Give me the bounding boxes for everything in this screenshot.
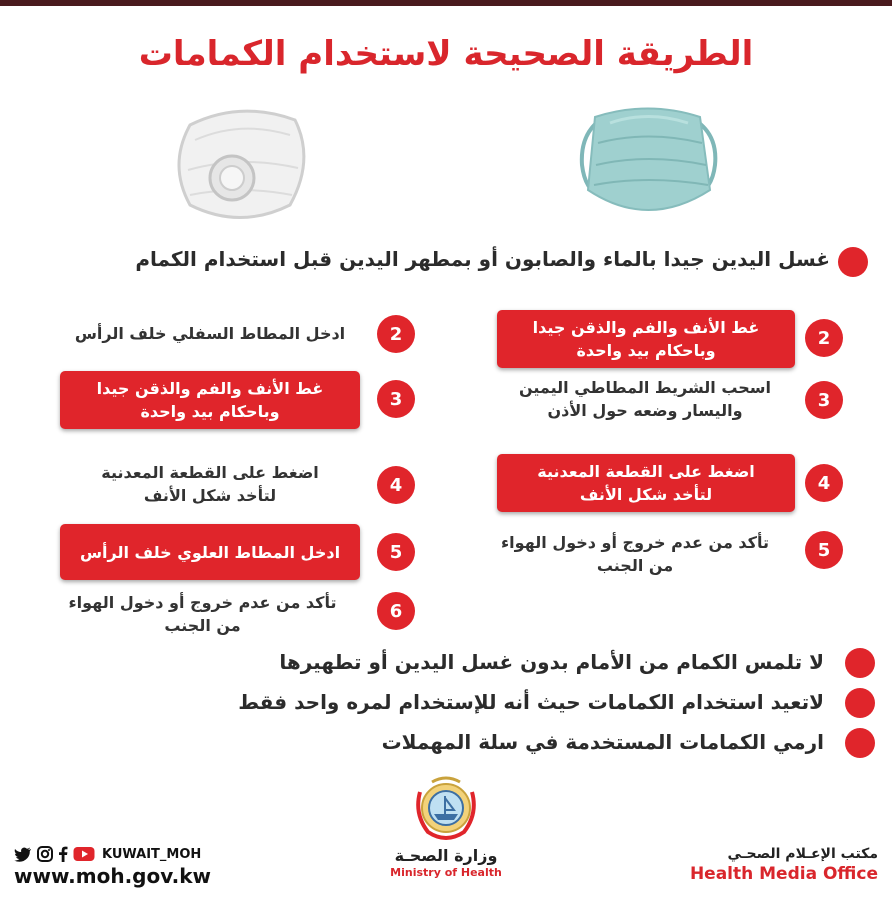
website-link[interactable]: www.moh.gov.kw	[14, 864, 212, 888]
right-step-5-text	[480, 531, 790, 577]
left-step-6-text	[40, 591, 365, 637]
instagram-icon[interactable]	[37, 846, 53, 862]
right-step-2-box	[497, 310, 795, 368]
bottom-text-3: ارمي الكمامات المستخدمة في سلة المهملات	[381, 730, 824, 754]
twitter-icon[interactable]	[14, 847, 32, 862]
right-step-2-line1: غط الأنف والفم والذقن جيدا	[532, 318, 760, 337]
left-step-4-text	[55, 461, 365, 507]
right-step-num-2: 2	[805, 319, 843, 357]
bottom-text-1: لا تلمس الكمام من الأمام بدون غسل اليدين أو تطهيرها	[279, 650, 824, 674]
n95-mask-image	[160, 100, 320, 230]
left-step-num-5: 5	[377, 533, 415, 571]
left-step-3-box	[60, 371, 360, 429]
ministry-name-en: Ministry of Health	[390, 866, 502, 879]
right-step-4-line1: اضغط على القطعة المعدنية	[537, 462, 755, 481]
surgical-mask-image	[560, 95, 735, 235]
left-step-4-line1: اضغط على القطعة المعدنية	[101, 463, 319, 482]
office-name-en: Health Media Office	[689, 864, 878, 884]
facebook-icon[interactable]	[58, 846, 68, 862]
intro-text: غسل اليدين جيدا بالماء والصابون أو بمطهر اليدين قبل استخدام الكمام	[135, 247, 830, 271]
left-step-3-line2: وباحكام بيد واحدة	[140, 402, 280, 421]
left-step-num-3: 3	[377, 380, 415, 418]
office-name-ar: مكتب الإعـلام الصحـي	[727, 846, 878, 862]
right-step-3-line2: واليسار وضعه حول الأذن	[547, 401, 743, 420]
bullet-bottom-2	[845, 688, 875, 718]
right-step-3-text	[500, 376, 790, 422]
right-step-4-line2: لتأخد شكل الأنف	[579, 485, 713, 504]
left-step-2-text	[50, 322, 370, 345]
right-step-3-line1: اسحب الشريط المطاطي اليمين	[518, 378, 771, 397]
left-step-6-line1: تأكد من عدم خروج أو دخول الهواء	[68, 593, 337, 612]
social-handle[interactable]: KUWAIT_MOH	[102, 846, 202, 862]
left-step-5-line1: ادخل المطاط العلوي خلف الرأس	[79, 542, 341, 562]
right-step-5-line1: تأكد من عدم خروج أو دخول الهواء	[501, 533, 769, 552]
social-row	[14, 846, 201, 862]
right-step-num-5: 5	[805, 531, 843, 569]
right-step-num-4: 4	[805, 464, 843, 502]
left-step-num-4: 4	[377, 466, 415, 504]
right-step-4-box	[497, 454, 795, 512]
left-step-num-2: 2	[377, 315, 415, 353]
left-step-5-box	[60, 524, 360, 580]
bullet-bottom-3	[845, 728, 875, 758]
right-step-5-line2: من الجنب	[596, 556, 674, 575]
youtube-icon[interactable]	[73, 846, 95, 862]
bottom-text-2: لاتعيد استخدام الكمامات حيث أنه للإستخدام لمره واحد فقط	[238, 690, 824, 714]
bullet-intro	[838, 247, 868, 277]
right-step-num-3: 3	[805, 381, 843, 419]
right-step-2-line2: وباحكام بيد واحدة	[576, 341, 716, 360]
ministry-name-ar: وزارة الصحـة	[394, 846, 498, 865]
top-bar	[0, 0, 892, 6]
left-step-num-6: 6	[377, 592, 415, 630]
left-step-3-line1: غط الأنف والفم والذقن جيدا	[96, 379, 324, 398]
left-step-4-line2: لتأخد شكل الأنف	[143, 486, 277, 505]
left-step-2-line1: ادخل المطاط السفلي خلف الرأس	[74, 324, 346, 343]
left-step-6-line2: من الجنب	[164, 616, 241, 635]
bullet-bottom-1	[845, 648, 875, 678]
ministry-emblem	[408, 772, 484, 844]
page-title: الطريقة الصحيحة لاستخدام الكمامات	[138, 34, 754, 74]
